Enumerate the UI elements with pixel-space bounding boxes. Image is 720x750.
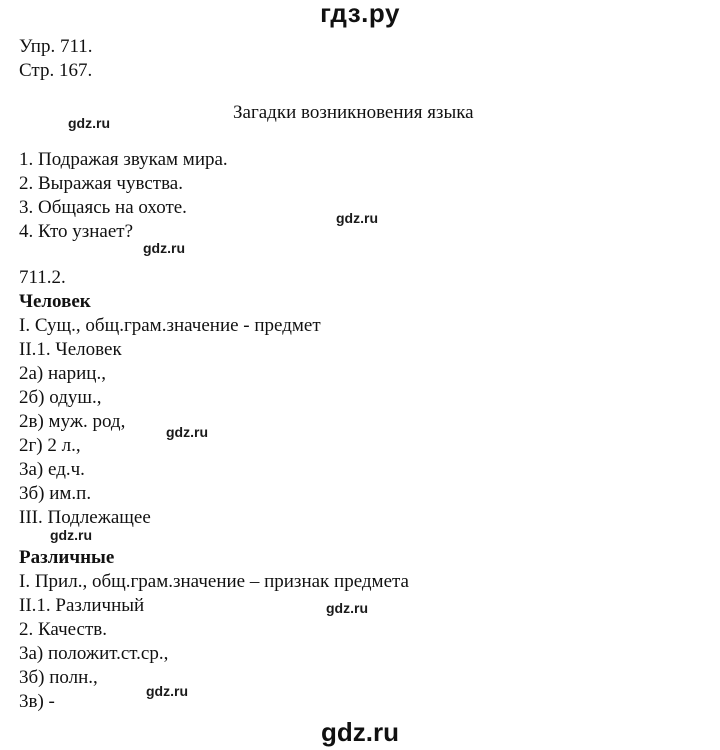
watermark: gdz.ru — [336, 210, 378, 226]
parse-line: II.1. Человек — [19, 339, 122, 360]
watermark: gdz.ru — [166, 424, 208, 440]
parse-line: 3б) полн., — [19, 667, 98, 688]
watermark: gdz.ru — [326, 600, 368, 616]
parse-line: II.1. Различный — [19, 595, 145, 616]
site-header: гдз.ру — [320, 0, 400, 28]
watermark: gdz.ru — [50, 527, 92, 543]
page-number: Стр. 167. — [19, 60, 93, 81]
parse-line: 3в) - — [19, 691, 55, 712]
parse-line: 3а) положит.ст.ср., — [19, 643, 169, 664]
parse-line: 3а) ед.ч. — [19, 459, 85, 480]
parse-line: 3б) им.п. — [19, 483, 92, 504]
parse-line: III. Подлежащее — [19, 507, 151, 528]
parsed-word-adjective: Различные — [19, 547, 115, 568]
parse-line: 2в) муж. род, — [19, 411, 126, 432]
text-title: Загадки возникновения языка — [233, 102, 474, 123]
parse-line: 2а) нариц., — [19, 363, 106, 384]
parse-line: I. Прил., общ.грам.значение – признак предмета — [19, 571, 409, 592]
exercise-number: Упр. 711. — [19, 36, 93, 57]
answer-line: 4. Кто узнает? — [19, 221, 134, 242]
parse-line: 2б) одуш., — [19, 387, 102, 408]
answer-line: 3. Общаясь на охоте. — [19, 197, 187, 218]
answer-line: 2. Выражая чувства. — [19, 173, 183, 194]
watermark: gdz.ru — [146, 683, 188, 699]
parse-line: 2г) 2 л., — [19, 435, 81, 456]
parsed-word-noun: Человек — [19, 291, 91, 312]
section-number: 711.2. — [19, 267, 66, 288]
watermark: gdz.ru — [143, 240, 185, 256]
answer-line: 1. Подражая звукам мира. — [19, 149, 228, 170]
parse-line: I. Сущ., общ.грам.значение - предмет — [19, 315, 321, 336]
site-footer: gdz.ru — [321, 717, 399, 747]
parse-line: 2. Качеств. — [19, 619, 108, 640]
watermark: gdz.ru — [68, 115, 110, 131]
